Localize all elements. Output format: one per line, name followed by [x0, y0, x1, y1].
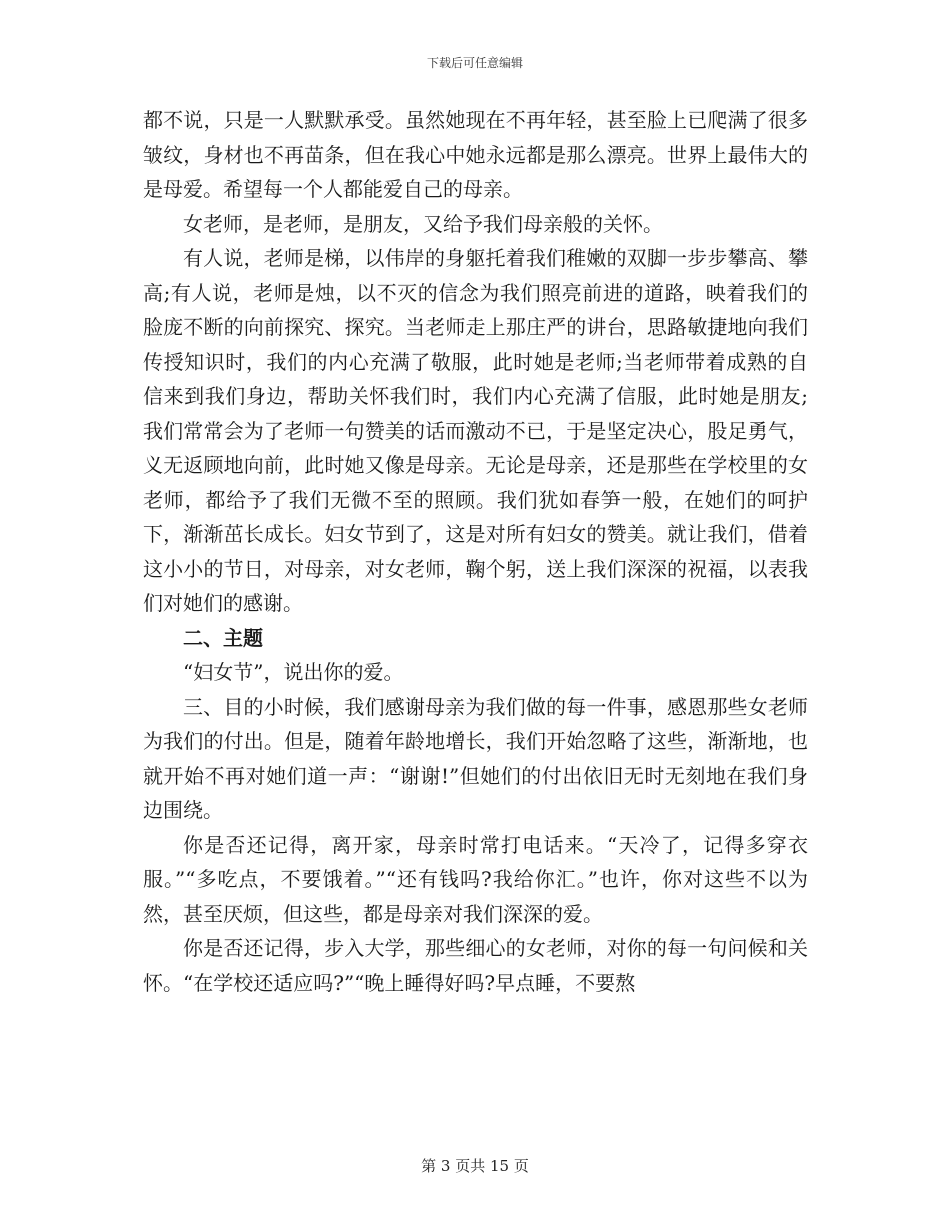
document-body — [143, 103, 808, 1000]
paragraph: 有人说，老师是梯，以伟岸的身躯托着我们稚嫩的双脚一步步攀高、攀高;有人说，老师是烛，以不灭的信念为我们照亮前进的道路，映着我们的脸庞不断的向前探究、探究。当老师走上那庄严的讲台，思路敏捷地向我们传授知识时，我们的内心充满了敬服，此时她是老师;当老师带着成熟的自信来到我们身边，帮助关怀我们时，我们内心充满了信服，此时她是朋友;我们常常会为了老师一句赞美的话而激动不已，于是坚定决心，股足勇气，义无返顾地向前，此时她又像是母亲。无论是母亲，还是那些在学校里的女老师，都给予了我们无微不至的照顾。我们犹如春笋一般，在她们的呵护下，渐渐茁长成长。妇女节到了，这是对所有妇女的赞美。就让我们，借着这小小的节日，对母亲，对女老师，鞠个躬，送上我们深深的祝福，以表我们对她们的感谢。 — [143, 246, 808, 615]
paragraph: 三、目的小时候，我们感谢母亲为我们做的每一件事，感恩那些女老师为我们的付出。但是，随着年龄地增长，我们开始忽略了这些，渐渐地，也就开始不再对她们道一声：“谢谢!”但她们的付出依旧无时无刻地在我们身边围绕。 — [143, 694, 808, 822]
section-heading-theme: 二、主题 — [183, 625, 263, 650]
paragraph: 你是否还记得，离开家，母亲时常打电话来。“天冷了，记得多穿衣服。”“多吃点，不要饿着。”“还有钱吗?我给你汇。”也许，你对这些不以为然，甚至厌烦，但这些，都是母亲对我们深深的爱。 — [143, 832, 808, 926]
paragraph: 女老师，是老师，是朋友，又给予我们母亲般的关怀。 — [183, 211, 663, 236]
paragraph-continued: 都不说，只是一人默默承受。虽然她现在不再年轻，甚至脸上已爬满了很多皱纹，身材也不再苗条，但在我心中她永远都是那么漂亮。世界上最伟大的是母爱。希望每一个人都能爱自己的母亲。 — [143, 108, 808, 201]
paragraph: 你是否还记得，步入大学，那些细心的女老师，对你的每一句问候和关怀。“在学校还适应吗?”“晚上睡得好吗?早点睡，不要熬 — [143, 936, 808, 995]
page-header: 下载后可任意编辑 — [426, 56, 523, 70]
page-number: 第 3 页共 15 页 — [421, 1157, 529, 1175]
paragraph: “妇女节”，说出你的爱。 — [183, 660, 404, 684]
